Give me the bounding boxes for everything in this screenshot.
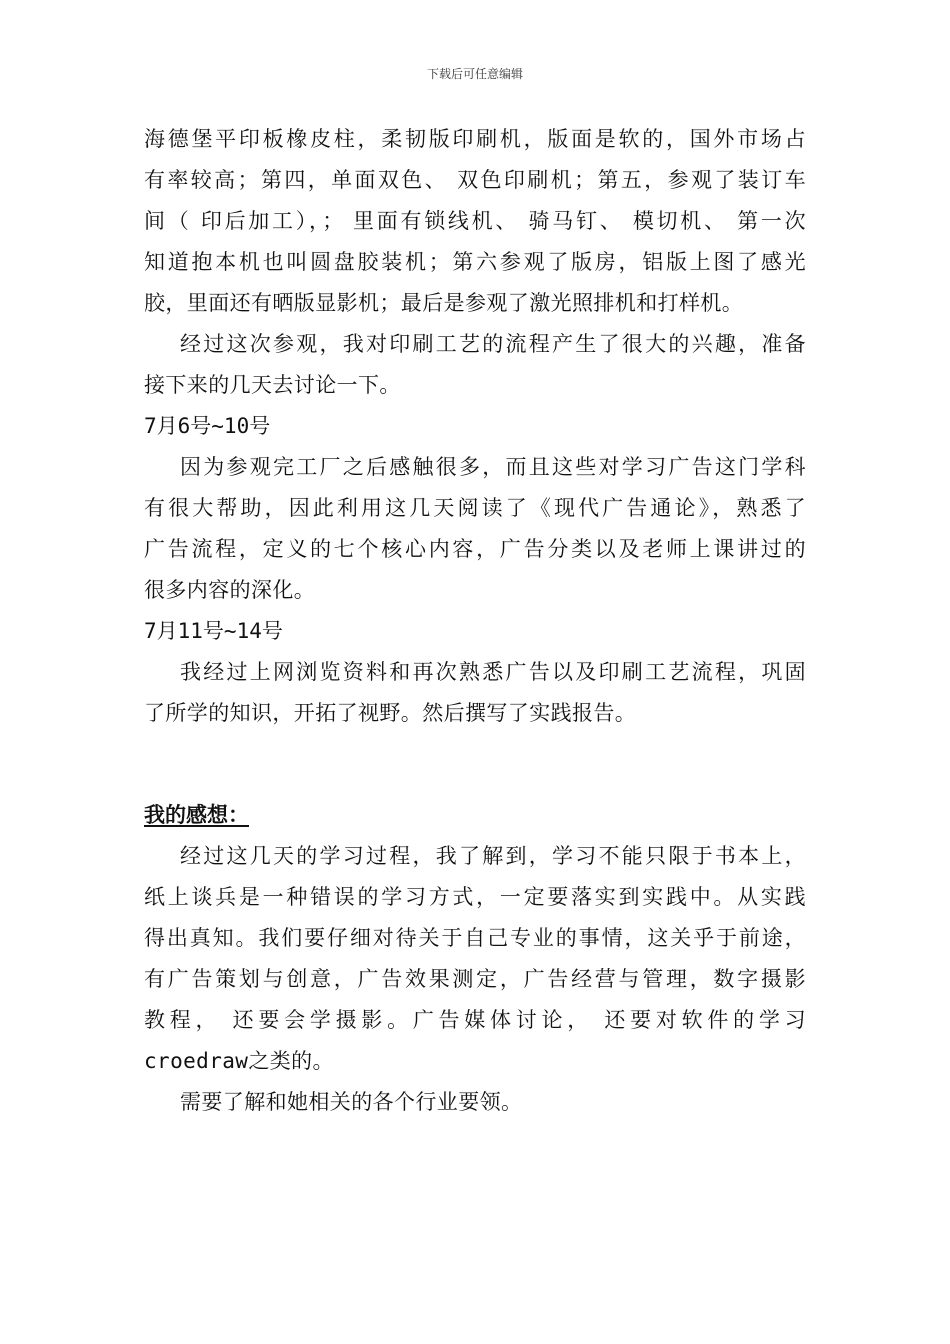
paragraph-line: 知道抱本机也叫圆盘胶装机；第六参观了版房，铝版上图了感光 — [144, 250, 806, 274]
paragraph-line: 有率较高；第四，单面双色、 双色印刷机；第五，参观了装订车 — [144, 168, 806, 192]
paragraph-line: 需要了解和她相关的各个行业要领。 — [180, 1090, 523, 1114]
paragraph-line: 经过这几天的学习过程，我了解到，学习不能只限于书本上， — [180, 844, 806, 868]
paragraph-line: 间（ 印后加工），； 里面有锁线机、 骑马钉、 模切机、 第一次 — [144, 209, 806, 233]
paragraph-line: 有广告策划与创意，广告效果测定，广告经营与管理，数字摄影 — [144, 967, 806, 991]
paragraph-line: 胶，里面还有晒版显影机；最后是参观了激光照排机和打样机。 — [144, 291, 744, 315]
paragraph-line: 我经过上网浏览资料和再次熟悉广告以及印刷工艺流程，巩固 — [180, 660, 806, 684]
latin-word: croedraw — [144, 1049, 249, 1073]
paragraph-line: 接下来的几天去讨论一下。 — [144, 373, 401, 397]
paragraph-line: 教程， 还要会学摄影。广告媒体讨论， 还要对软件的学习 — [144, 1008, 806, 1032]
paragraph-line: 广告流程，定义的七个核心内容，广告分类以及老师上课讲过的 — [144, 537, 806, 561]
paragraph-line: 有很大帮助，因此利用这几天阅读了《现代广告通论》，熟悉了 — [144, 496, 806, 520]
paragraph-line: 纸上谈兵是一种错误的学习方式，一定要落实到实践中。从实践 — [144, 885, 806, 909]
paragraph-line: 海德堡平印板橡皮柱，柔韧版印刷机，版面是软的，国外市场占 — [144, 127, 806, 151]
page-header-note: 下载后可任意编辑 — [426, 67, 523, 81]
paragraph-line: 了所学的知识，开拓了视野。然后撰写了实践报告。 — [144, 701, 637, 725]
paragraph-line: 得出真知。我们要仔细对待关于自己专业的事情，这关乎于前途， — [144, 926, 806, 950]
paragraph-line: 因为参观完工厂之后感触很多，而且这些对学习广告这门学科 — [180, 455, 806, 479]
section-heading: 我的感想： — [144, 803, 249, 827]
blank-line — [144, 734, 806, 775]
paragraph-line: 很多内容的深化。 — [144, 578, 316, 602]
date-heading: 7月11号~14号 — [144, 619, 283, 643]
blank-gap — [144, 775, 806, 795]
document-body — [144, 119, 806, 1123]
date-heading: 7月6号~10号 — [144, 414, 271, 438]
paragraph-line: 经过这次参观，我对印刷工艺的流程产生了很大的兴趣，准备 — [180, 332, 806, 356]
paragraph-line — [144, 1041, 806, 1082]
line-remainder: 之类的。 — [248, 1049, 334, 1073]
